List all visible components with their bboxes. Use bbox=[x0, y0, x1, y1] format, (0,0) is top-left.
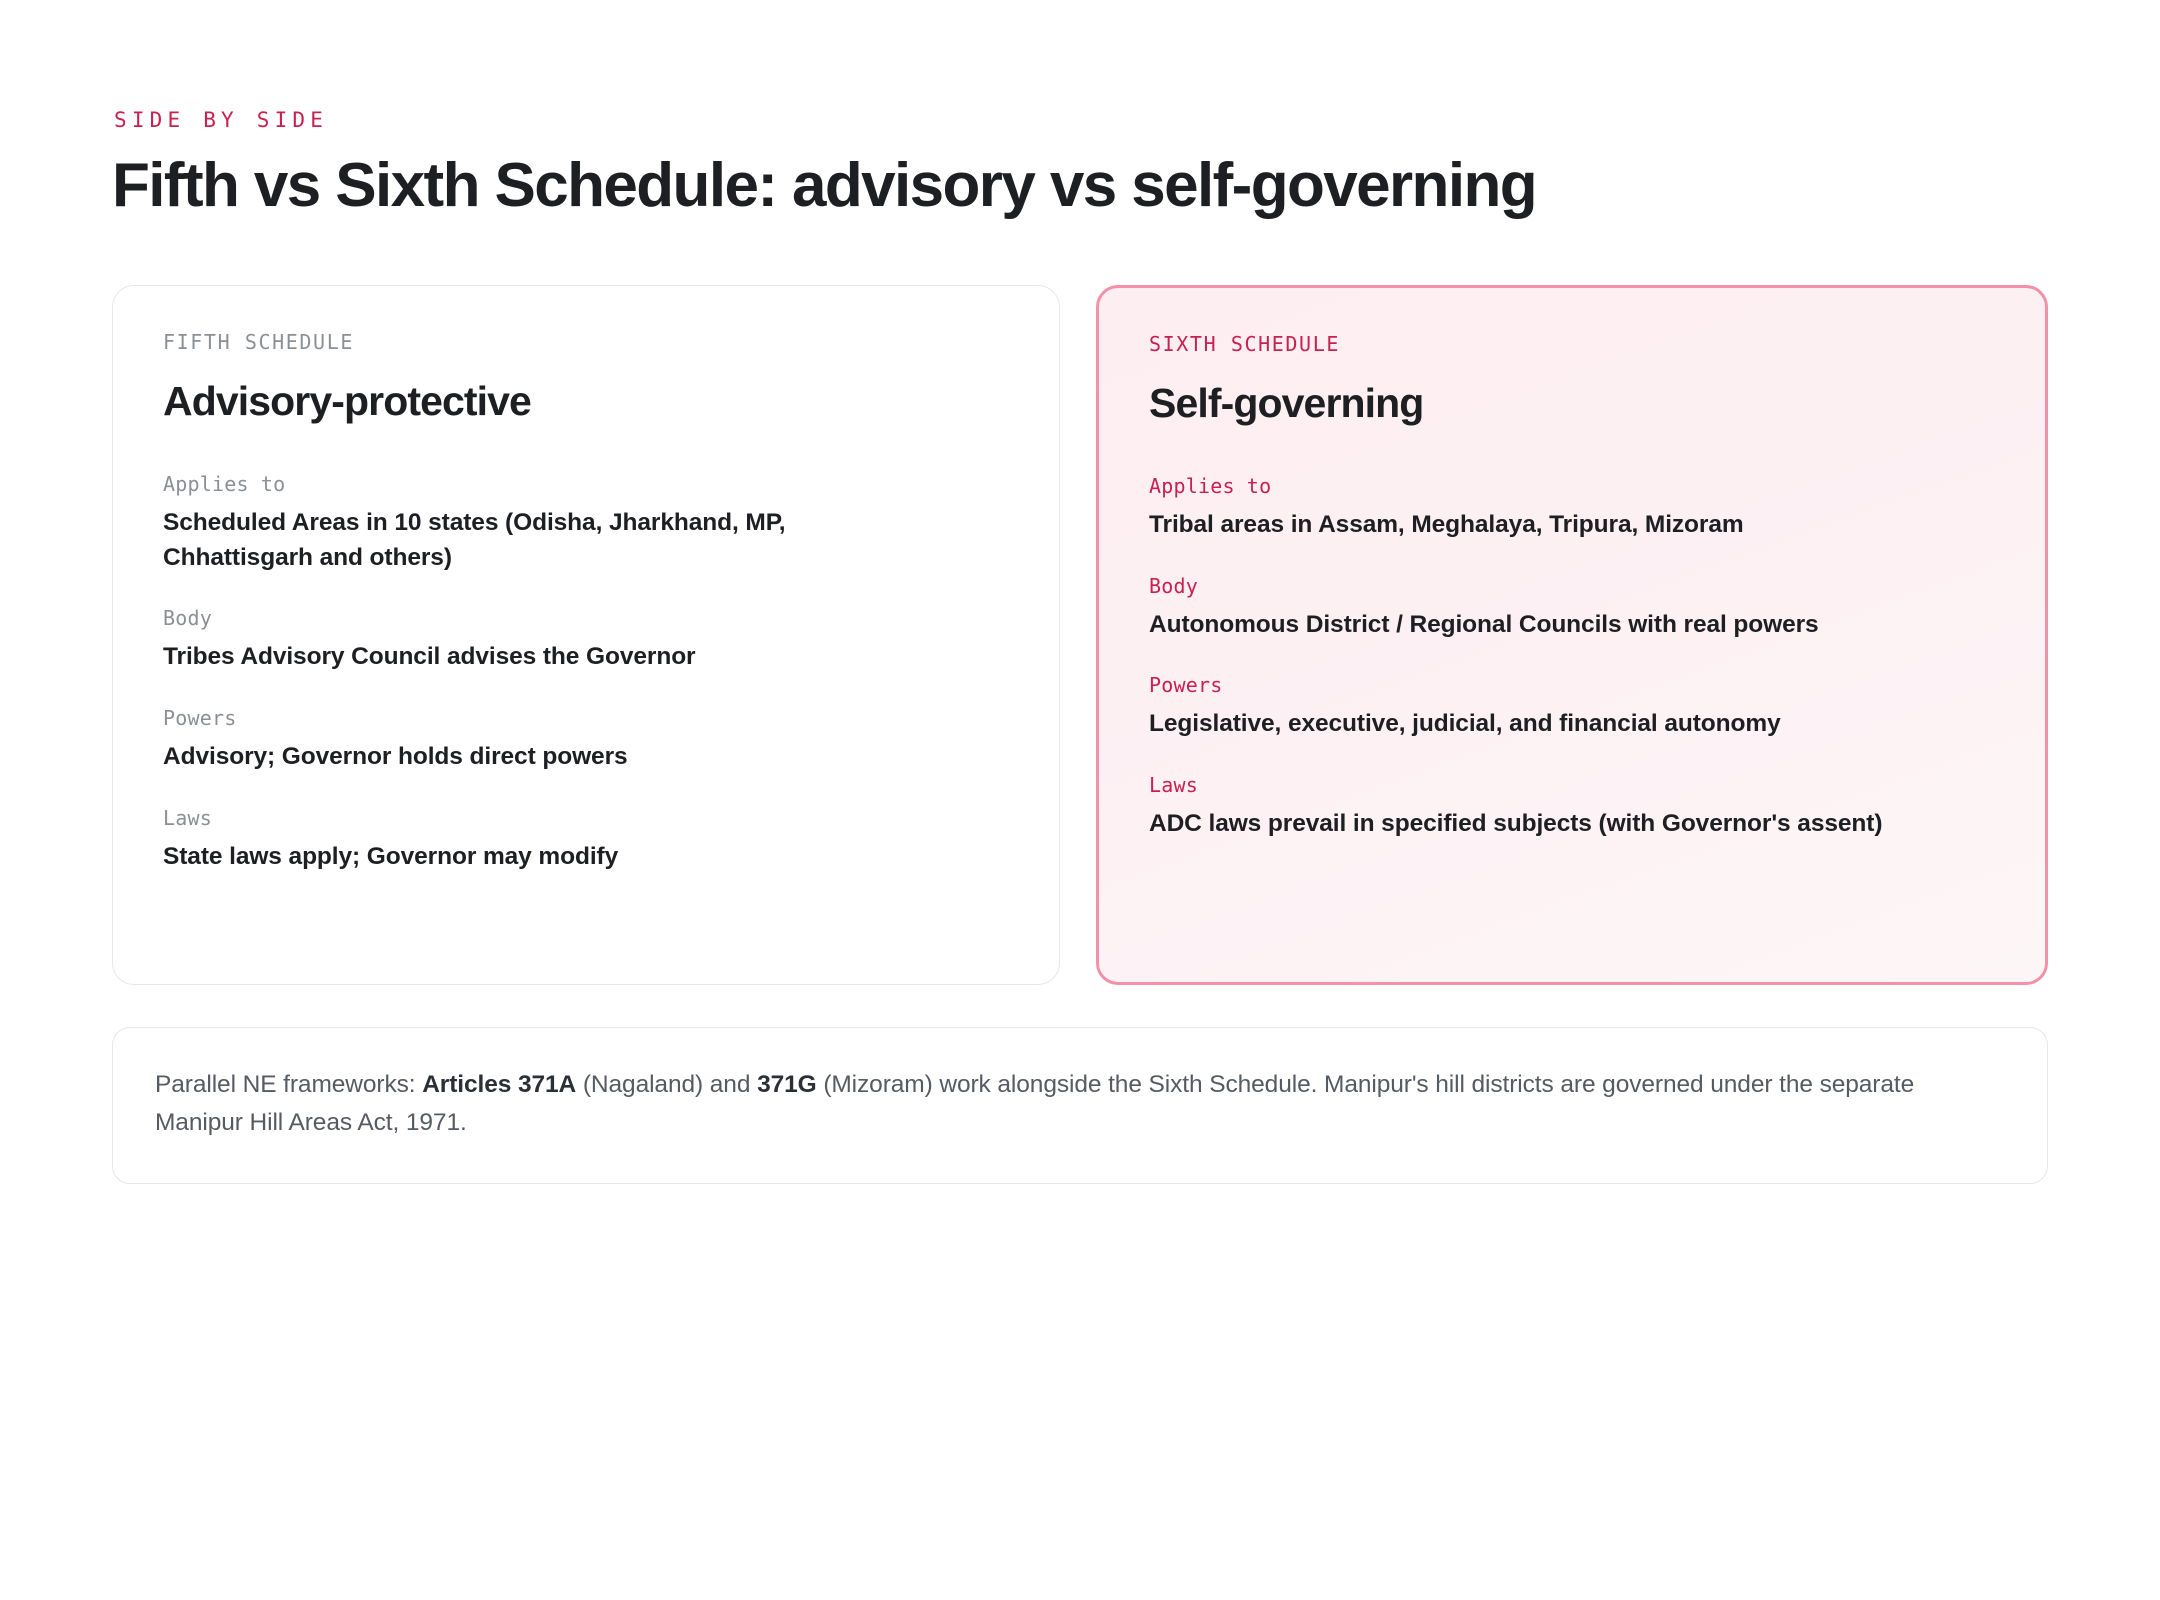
card-eyebrow-fifth: FIFTH SCHEDULE bbox=[163, 329, 354, 354]
field-value: ADC laws prevail in specified subjects (with Governor's assent) bbox=[1149, 810, 1883, 838]
field-value: Scheduled Areas in 10 states (Odisha, Jharkhand, MP, Chhattisgarh and others) bbox=[163, 508, 786, 571]
eyebrow-label: SIDE BY SIDE bbox=[114, 108, 329, 132]
field-body-sixth bbox=[1149, 573, 1995, 643]
field-applies-to-sixth bbox=[1149, 473, 1995, 543]
field-value: Advisory; Governor holds direct powers bbox=[163, 743, 628, 771]
field-label: Laws bbox=[1149, 773, 1198, 798]
page-title: Fifth vs Sixth Schedule: advisory vs self-governing bbox=[112, 151, 1536, 221]
field-label: Body bbox=[163, 606, 212, 631]
field-value: Tribal areas in Assam, Meghalaya, Tripura, Mizoram bbox=[1149, 510, 1744, 538]
card-eyebrow-sixth: SIXTH SCHEDULE bbox=[1149, 331, 1340, 356]
footnote-tail: (Mizoram) work alongside the Sixth Schedule. Manipur's hill districts are governed under the separate Manipur Hill Areas Act, 1971. bbox=[155, 1070, 1915, 1137]
header bbox=[112, 108, 2048, 221]
field-label: Powers bbox=[1149, 673, 1223, 698]
card-heading-sixth: Self-governing bbox=[1149, 379, 1424, 426]
field-powers-sixth bbox=[1149, 672, 1995, 742]
field-label: Applies to bbox=[163, 471, 286, 496]
field-powers-fifth bbox=[163, 705, 1009, 775]
field-label: Powers bbox=[163, 706, 237, 731]
footnote-lead: Parallel NE frameworks: bbox=[155, 1070, 423, 1098]
card-heading-fifth: Advisory-protective bbox=[163, 377, 531, 424]
field-body-fifth bbox=[163, 605, 1009, 675]
footnote-article-371a: Articles 371A bbox=[422, 1070, 577, 1098]
footnote-article-371g: 371G bbox=[757, 1070, 817, 1098]
field-value: Autonomous District / Regional Councils with real powers bbox=[1149, 610, 1819, 638]
field-laws-sixth bbox=[1149, 772, 1995, 842]
field-applies-to-fifth bbox=[163, 471, 1009, 576]
field-laws-fifth bbox=[163, 805, 1009, 875]
field-value: State laws apply; Governor may modify bbox=[163, 842, 619, 870]
comparison-cards bbox=[112, 285, 2048, 985]
field-label: Applies to bbox=[1149, 473, 1272, 498]
card-sixth-schedule bbox=[1096, 285, 2048, 985]
card-fifth-schedule bbox=[112, 285, 1060, 985]
field-label: Laws bbox=[163, 805, 212, 830]
footnote-mid: (Nagaland) and bbox=[576, 1070, 758, 1098]
footnote-text bbox=[155, 1066, 2005, 1143]
field-label: Body bbox=[1149, 573, 1198, 598]
footnote-panel bbox=[112, 1027, 2048, 1184]
field-value: Tribes Advisory Council advises the Governor bbox=[163, 643, 696, 671]
field-value: Legislative, executive, judicial, and financial autonomy bbox=[1149, 710, 1781, 738]
